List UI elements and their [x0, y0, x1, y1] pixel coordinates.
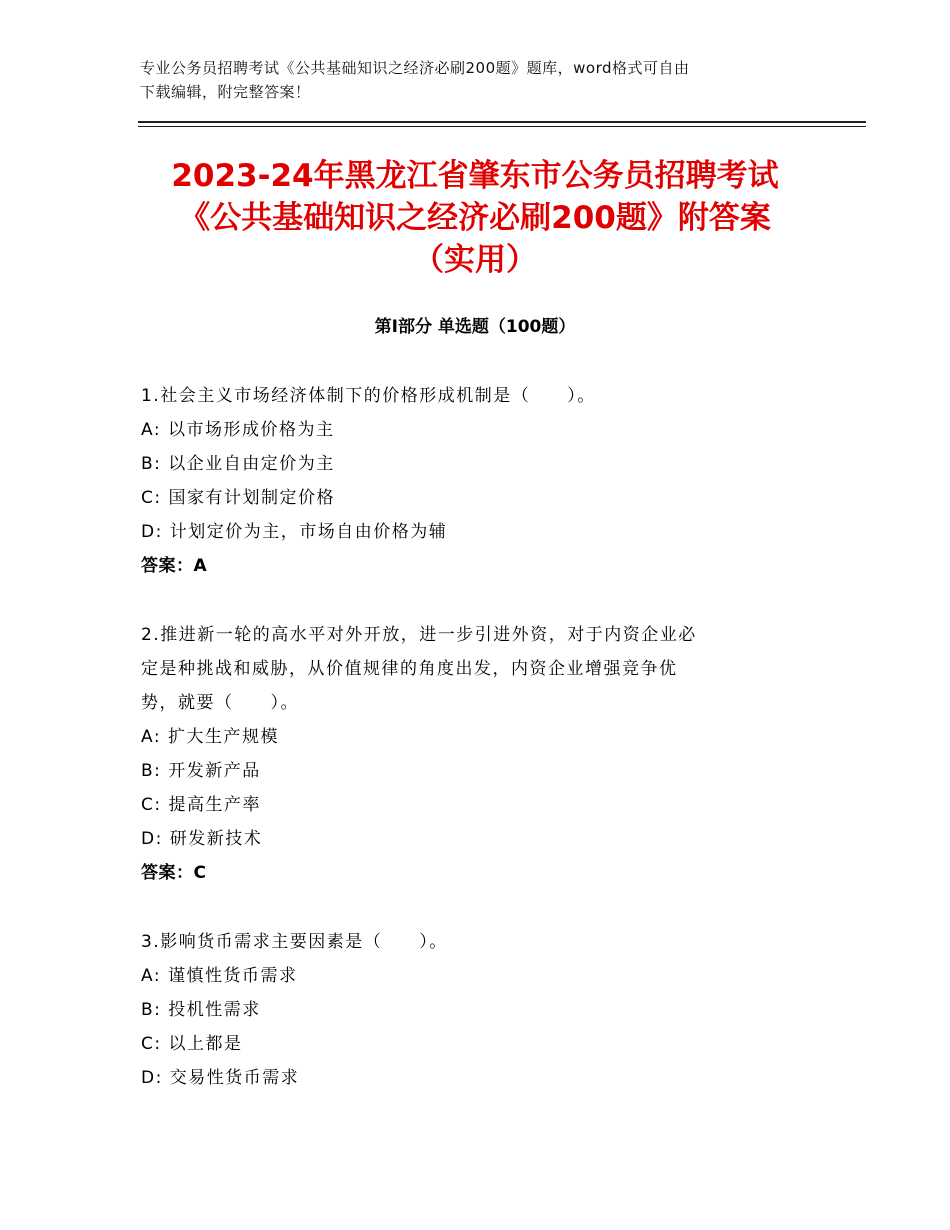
question-1 — [141, 379, 821, 583]
option-b: B: 开发新产品 — [141, 761, 261, 781]
question-stem-line: 势，就要（ ）。 — [141, 693, 299, 713]
header-divider-thick — [138, 121, 866, 123]
option-d: D: 交易性货币需求 — [141, 1068, 300, 1088]
question-stem-line: 定是种挑战和威胁，从价值规律的角度出发，内资企业增强竞争优 — [141, 659, 678, 679]
question-stem-line: 2.推进新一轮的高水平对外开放，进一步引进外资，对于内资企业必 — [141, 625, 697, 645]
answer-line: 答案：C — [141, 863, 207, 883]
option-b: B: 投机性需求 — [141, 1000, 261, 1020]
option-a: A: 谨慎性货币需求 — [141, 966, 298, 986]
option-c: C: 提高生产率 — [141, 795, 262, 815]
answer-line: 答案：A — [141, 556, 208, 576]
title-line-2: 《公共基础知识之经济必刷200题》附答案 — [179, 200, 771, 236]
option-c: C: 以上都是 — [141, 1034, 243, 1054]
header-note — [140, 56, 820, 104]
option-d: D: 计划定价为主，市场自由价格为辅 — [141, 522, 448, 542]
section-title: 第Ⅰ部分 单选题（100题） — [374, 317, 576, 337]
header-note-line-2: 下载编辑，附完整答案！ — [140, 83, 311, 101]
option-a: A: 以市场形成价格为主 — [141, 420, 335, 440]
document-title — [100, 155, 850, 281]
header-divider-thin — [138, 126, 866, 127]
header-note-line-1: 专业公务员招聘考试《公共基础知识之经济必刷200题》题库，word格式可自由 — [140, 59, 690, 77]
option-d: D: 研发新技术 — [141, 829, 263, 849]
question-stem-line: 3.影响货币需求主要因素是（ ）。 — [141, 932, 448, 952]
question-2 — [141, 618, 821, 890]
title-line-3: （实用） — [413, 242, 537, 278]
title-line-1: 2023-24年黑龙江省肇东市公务员招聘考试 — [171, 158, 779, 194]
option-a: A: 扩大生产规模 — [141, 727, 279, 747]
question-3 — [141, 925, 821, 1095]
question-stem-line: 1.社会主义市场经济体制下的价格形成机制是（ ）。 — [141, 386, 596, 406]
option-b: B: 以企业自由定价为主 — [141, 454, 335, 474]
option-c: C: 国家有计划制定价格 — [141, 488, 336, 508]
